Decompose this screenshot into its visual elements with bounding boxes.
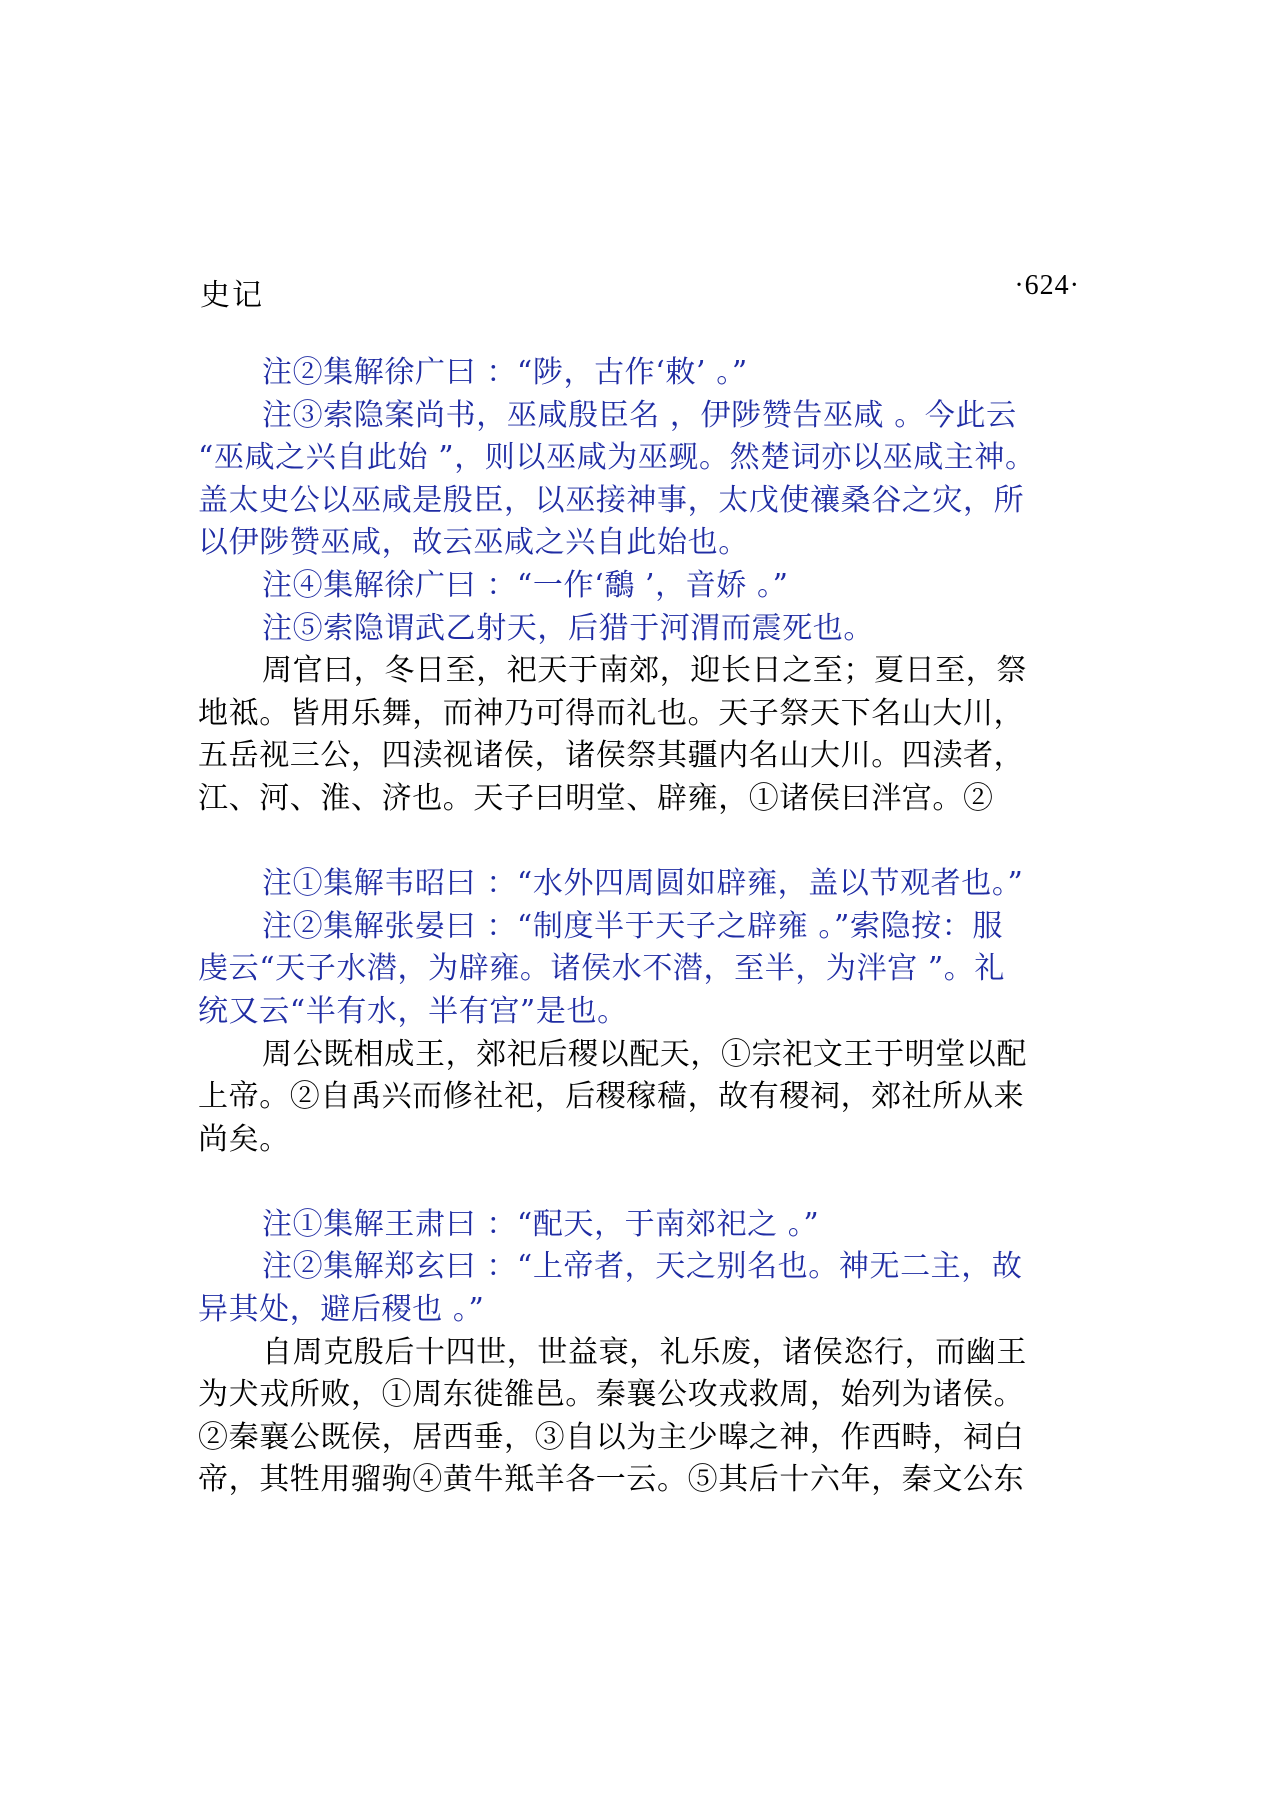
paragraph-gap xyxy=(198,1161,1088,1204)
text-line: 地祗。皆用乐舞，而神乃可得而礼也。天子祭天下名山大川， xyxy=(198,695,1025,731)
text-line: 注②集解张晏曰 ：“制度半于天子之辟雍 。”索隐按：服 xyxy=(262,908,1003,944)
page-number: ·624· xyxy=(1014,270,1080,301)
text-line: 以伊陟赞巫咸，故云巫咸之兴自此始也。 xyxy=(198,525,749,561)
text-line: 注①集解韦昭曰 ：“水外四周圆如辟雍，盖以节观者也。” xyxy=(262,866,1024,902)
text-line: 自周克殷后十四世，世益衰，礼乐废，诸侯恣行，而幽王 xyxy=(262,1334,1027,1370)
text-line: 注④集解徐广曰 ：“一作‘鷮 ’，音娇 。” xyxy=(262,567,789,603)
text-line: 统又云“半有水，半有宫”是也。 xyxy=(198,993,628,1029)
text-line: 注①集解王肃曰 ：“配天，于南郊祀之 。” xyxy=(262,1206,820,1242)
text-line: 注⑤索隐谓武乙射天，后猎于河渭而震死也。 xyxy=(262,610,874,646)
annotation-note xyxy=(198,1246,1088,1331)
text-line: 周公既相成王，郊祀后稷以配天，①宗祀文王于明堂以配 xyxy=(262,1036,1027,1072)
text-line: 尚矣。 xyxy=(198,1121,290,1157)
text-line: 注②集解徐广曰 ：“陟，古作‘敕’ 。” xyxy=(262,355,748,390)
page-header xyxy=(200,270,1080,313)
text-line: “巫咸之兴自此始 ”，则以巫咸为巫觋。然楚词亦以巫咸主神。 xyxy=(198,440,1036,476)
book-title: 史记 xyxy=(200,278,264,313)
page-body xyxy=(198,352,1088,1502)
text-line: 注③索隐案尚书，巫咸殷臣名 ，伊陟赞告巫咸 。今此云 xyxy=(262,397,1017,433)
annotation-note xyxy=(198,863,1088,906)
annotation-note xyxy=(198,352,1088,395)
main-paragraph xyxy=(198,1332,1088,1502)
text-line: 异其处，避后稷也 。” xyxy=(198,1292,485,1328)
text-line: 为犬戎所败，①周东徙雒邑。秦襄公攻戎救周，始列为诸侯。 xyxy=(198,1377,1025,1413)
main-paragraph xyxy=(198,1034,1088,1162)
annotation-note xyxy=(198,608,1088,651)
text-line: 上帝。②自禹兴而修社祀，后稷稼穑，故有稷祠，郊社所从来 xyxy=(198,1079,1025,1115)
annotation-note xyxy=(198,395,1088,565)
text-line: 帝，其牲用骝驹④黄牛羝羊各一云。⑤其后十六年，秦文公东 xyxy=(198,1462,1025,1498)
text-line: 五岳视三公，四渎视诸侯，诸侯祭其疆内名山大川。四渎者， xyxy=(198,738,1025,774)
text-line: 江、河、淮、济也。天子曰明堂、辟雍，①诸侯曰泮宫。② xyxy=(198,780,994,816)
text-line: 注②集解郑玄曰 ：“上帝者，天之别名也。神无二主，故 xyxy=(262,1249,1023,1285)
text-line: 盖太史公以巫咸是殷臣，以巫接神事，太戊使禳桑谷之灾，所 xyxy=(198,482,1025,518)
annotation-note xyxy=(198,1204,1088,1247)
text-line: 周官曰，冬日至，祀天于南郊，迎长日之至；夏日至，祭 xyxy=(262,653,1027,689)
main-paragraph xyxy=(198,650,1088,820)
annotation-note xyxy=(198,906,1088,1034)
annotation-note xyxy=(198,565,1088,608)
paragraph-gap xyxy=(198,821,1088,864)
text-line: ②秦襄公既侯，居西垂，③自以为主少暤之神，作西畤，祠白 xyxy=(198,1419,1025,1455)
text-line: 虔云“天子水潜，为辟雍。诸侯水不潜，至半，为泮宫 ”。礼 xyxy=(198,951,1006,987)
